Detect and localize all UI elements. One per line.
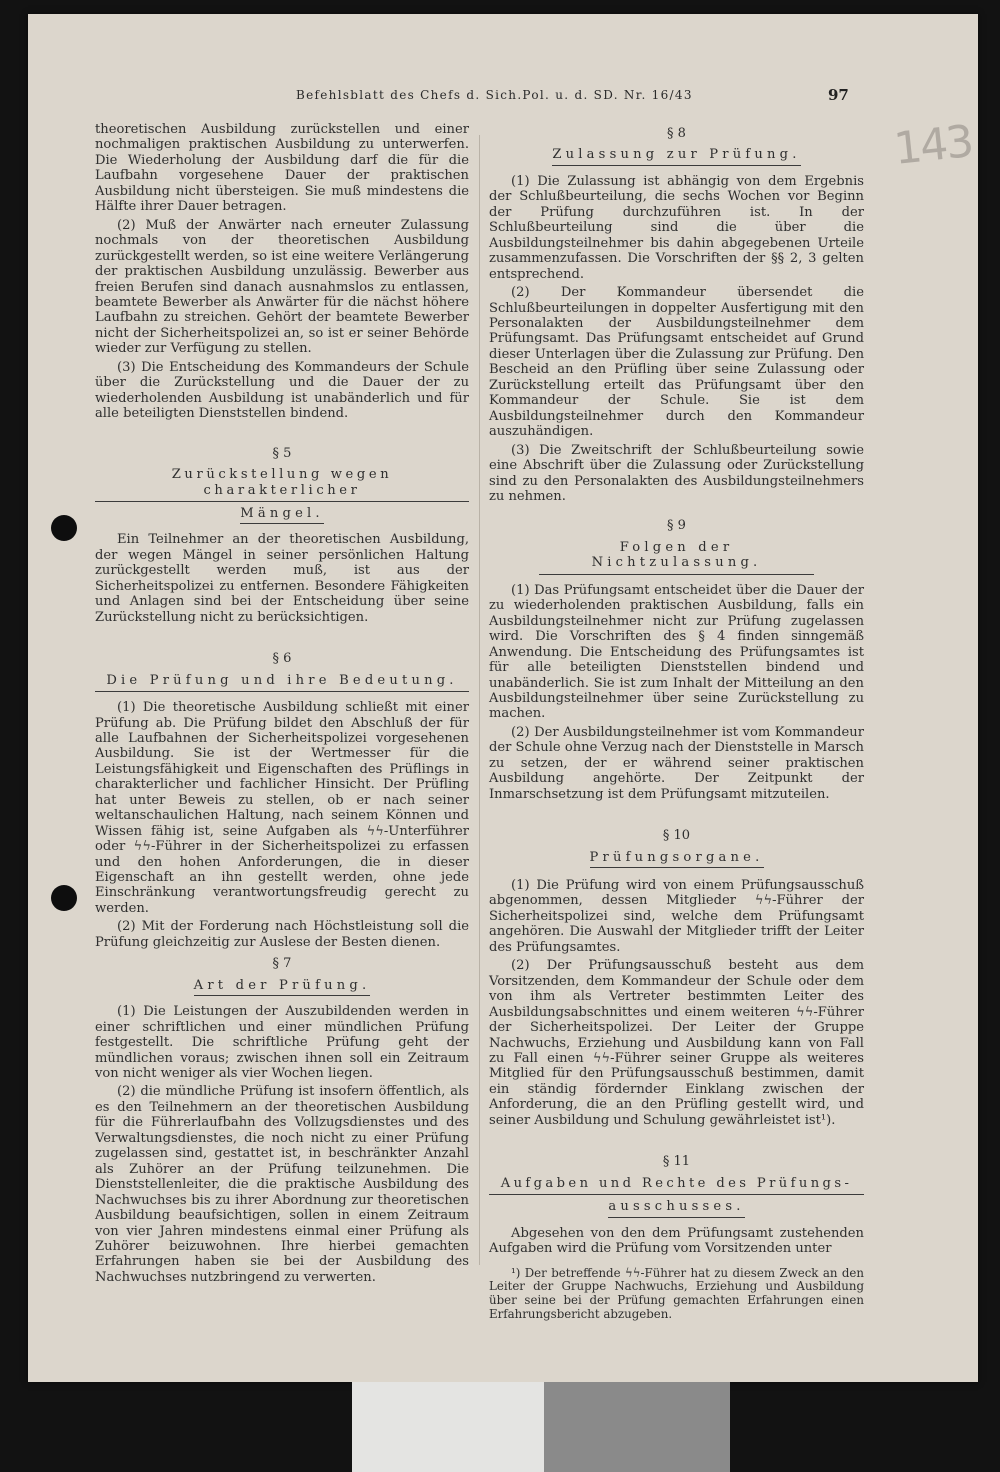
section-heading: Aufgaben und Rechte des Prüfungs- xyxy=(489,1176,864,1195)
handwritten-annotation: 143 xyxy=(891,116,975,175)
color-calibration-white xyxy=(352,1382,544,1472)
paragraph: (3) Die Zweitschrift der Schlußbeurteilung sowie eine Abschrift über die Zulassung oder Zurückstellung sind zu den Personalakten des Ausbildungsteilnehmers zu nehmen. xyxy=(489,442,864,504)
paragraph: (1) Die theoretische Ausbildung schließt mit einer Prüfung ab. Die Prüfung bildet den Abschluß der für alle Laufbahnen der Sicherheitspolizei vorgesehenen Ausbildung. Sie ist der Wertmesser für die Leistungsfähigkeit und Eigenschaften des Prüflings in charakterlicher und fachlicher Hinsicht. Der Prüfling hat unter Beweis zu stellen, ob er nach seiner weltanschaulichen Haltung, nach seinem Können und Wissen fähig ist, seine Aufgaben als ϟϟ-Unterführer oder ϟϟ-Führer in der Sicherheitspolizei zu erfassen und den hohen Anforderungen, die in dieser Eigenschaft an ihn gestellt werden, ohne jede Einschränkung verantwortungsfreudig gerecht zu werden. xyxy=(95,700,469,916)
paragraph: Abgesehen von den dem Prüfungsamt zustehenden Aufgaben wird die Prüfung vom Vorsitzenden unter xyxy=(489,1225,864,1257)
paragraph: (2) die mündliche Prüfung ist insofern öffentlich, als es den Teilnehmern an der theoretischen Ausbildung für die Führerlaufbahn des Vollzugsdienstes und des Verwaltungsdienstes, die noch nicht zu einer Prüfung zugelassen sind, gestattet ist, in beschränkter Anzahl als Zuhörer an der Prüfung teilzunehmen. Die Dienststellenleiter, die die praktische Ausbildung des Nachwuchses bis zu ihrer Abordnung zur theoretischen Ausbildung beaufsichtigen, sollen in einem Zeitraum von vier Jahren mindestens einmal einer Prüfung als Zuhörer beizuwohnen. Ihre hierbei gemachten Erfahrungen haben sie bei der Ausbildung des Nachwuchses nutzbringend zu verwerten. xyxy=(95,1084,469,1285)
paragraph: (2) Der Ausbildungsteilnehmer ist vom Kommandeur der Schule ohne Verzug nach der Dienststelle in Marsch zu setzen, der er während seiner praktischen Ausbildung angehörte. Der Zeitpunkt der Inmarschsetzung ist dem Prüfungsamt mitzuteilen. xyxy=(489,724,864,802)
section-heading: ausschusses. xyxy=(608,1199,744,1217)
column-divider xyxy=(479,135,480,1265)
right-column xyxy=(489,126,864,1325)
paragraph: theoretischen Ausbildung zurückstellen und einer nochmaligen praktischen Ausbildung zu unterwerfen. Die Wiederholung der Ausbildung darf die für die Laufbahn vorgesehene Dauer der praktischen Ausbildung nicht übersteigen. Sie muß mindestens die Hälfte ihrer Dauer betragen. xyxy=(95,122,469,215)
footnote: ¹) Der betreffende ϟϟ-Führer hat zu diesem Zweck an den Leiter der Gruppe Nachwuchs, Erziehung und Ausbildung über seine bei der Prüfung gemachten Erfahrungen einen Erfahrungsbericht abzugeben. xyxy=(489,1265,864,1321)
paragraph: (1) Das Prüfungsamt entscheidet über die Dauer der zu wiederholenden praktischen Ausbildung, falls ein Ausbildungsteilnehmer nicht zur Prüfung zugelassen wird. Die Vorschriften des § 4 finden sinngemäß Anwendung. Die Entscheidung des Prüfungsamtes ist für alle beteiligten Dienststellen bindend und unabänderlich. Sie ist zum Inhalt der Mitteilung an den Ausbildungsteilnehmer über seine Zurückstellung zu machen. xyxy=(489,582,864,722)
section-number: § 10 xyxy=(662,828,691,844)
section-heading: Art der Prüfung. xyxy=(194,978,371,996)
paragraph: (2) Mit der Forderung nach Höchstleistung soll die Prüfung gleichzeitig zur Auslese der Besten dienen. xyxy=(95,919,469,950)
section-number: § 8 xyxy=(667,126,686,141)
section-heading: Zulassung zur Prüfung. xyxy=(552,147,800,165)
page-header xyxy=(0,88,1000,108)
section-heading: Folgen der Nichtzulassung. xyxy=(539,540,814,575)
paragraph: Ein Teilnehmer an der theoretischen Ausbildung, der wegen Mängel in seiner persönlichen Haltung zurückgestellt werden muß, ist aus der Sicherheitspolizei zu entfernen. Besondere Fähigkeiten und Anlagen sind bei der Entscheidung über seine Zurückstellung nicht zu berücksichtigen. xyxy=(95,532,469,625)
punch-hole xyxy=(51,885,77,911)
section-number: § 9 xyxy=(667,518,686,534)
paragraph: (1) Die Leistungen der Auszubildenden werden in einer schriftlichen und einer mündlichen Prüfung festgestellt. Die schriftliche Prüfung geht der mündlichen voraus; zwischen ihnen soll ein Zeitraum von nicht weniger als vier Wochen liegen. xyxy=(95,1004,469,1082)
section-heading: Mängel. xyxy=(240,506,324,524)
punch-hole xyxy=(51,515,77,541)
section-number: § 11 xyxy=(662,1154,691,1170)
section-heading: Die Prüfung und ihre Bedeutung. xyxy=(95,673,469,692)
paragraph: (3) Die Entscheidung des Kommandeurs der Schule über die Zurückstellung und die Dauer der zu wiederholenden Ausbildung ist unabänderlich und für alle beteiligten Dienststellen bindend. xyxy=(95,359,469,422)
section-number: § 6 xyxy=(272,651,292,667)
page-number: 97 xyxy=(828,86,849,104)
paragraph: (1) Die Zulassung ist abhängig von dem Ergebnis der Schlußbeurteilung, die sechs Wochen vor Beginn der Prüfung durchzuführen ist. In der Schlußbeurteilung sind die über die Ausbildungsteilnehmer bis dahin abgegebenen Urteile zusammenzufassen. Die Vorschriften der §§ 2, 3 gelten entsprechend. xyxy=(489,173,864,282)
paragraph: (2) Der Kommandeur übersendet die Schlußbeurteilungen in doppelter Ausfertigung mit den Personalakten der Ausbildungsteilnehmer dem Prüfungsamt. Das Prüfungsamt entscheidet auf Grund dieser Unterlagen über die Zulassung zur Prüfung. Den Bescheid an den Prüfling über seine Zulassung oder Zurückstellung erteilt das Prüfungsamt über den Kommandeur der Schule. Sie ist dem Ausbildungsteilnehmer durch den Kommandeur auszuhändigen. xyxy=(489,285,864,440)
section-heading: Prüfungsorgane. xyxy=(590,850,764,868)
section-number: § 5 xyxy=(272,445,292,461)
paragraph: (2) Muß der Anwärter nach erneuter Zulassung nochmals von der theoretischen Ausbildung zurückgestellt werden, so ist eine weitere Verlängerung der praktischen Ausbildung unzulässig. Bewerber aus freien Berufen sind danach ausnahmslos zu entlassen, beamtete Bewerber als Anwärter für die nächst höhere Laufbahn zu streichen. Gehört der beamtete Bewerber nicht der Sicherheitspolizei an, so ist er seiner Behörde wieder zur Verfügung zu stellen. xyxy=(95,217,469,357)
color-calibration-grey xyxy=(544,1382,730,1472)
header-title: Befehlsblatt des Chefs d. Sich.Pol. u. d. SD. Nr. 16/43 xyxy=(296,88,693,102)
paragraph: (1) Die Prüfung wird von einem Prüfungsausschuß abgenommen, dessen Mitglieder ϟϟ-Führer der Sicherheitspolizei sind, welche dem Prüfungsamt angehören. Die Auswahl der Mitglieder trifft der Leiter des Prüfungsamtes. xyxy=(489,878,864,955)
left-column xyxy=(95,122,469,1288)
section-number: § 7 xyxy=(272,956,292,972)
section-heading: Zurückstellung wegen charakterlicher xyxy=(95,467,469,502)
paragraph: (2) Der Prüfungsausschuß besteht aus dem Vorsitzenden, dem Kommandeur der Schule oder dem von ihm als Vertreter bestimmten Leiter des Ausbildungsabschnittes und einem weiteren ϟϟ-Führer der Sicherheitspolizei. Der Leiter der Gruppe Nachwuchs, Erziehung und Ausbildung kann von Fall zu Fall einen ϟϟ-Führer seiner Gruppe als weiteres Mitglied für den Prüfungsausschuß bestimmen, damit ein ständig fördernder Einklang zwischen der Anforderung, die an den Prüfling gestellt wird, und seiner Ausbildung und Schulung gewährleistet ist¹). xyxy=(489,958,864,1128)
